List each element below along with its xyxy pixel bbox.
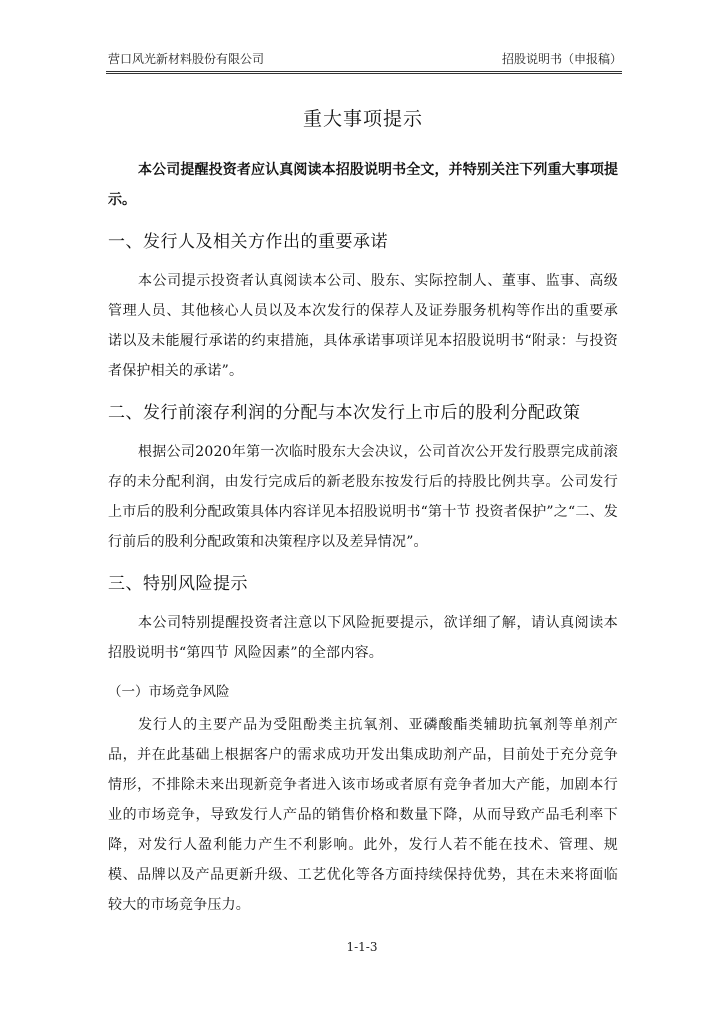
lead-notice: 本公司提醒投资者应认真阅读本招股说明书全文，并特别关注下列重大事项提示。: [108, 162, 618, 208]
section-heading-risk-notice: 三、特别风险提示: [108, 574, 248, 594]
section-paragraph-commitments: 本公司提示投资者认真阅读本公司、股东、实际控制人、董事、监事、高级管理人员、其他核心人员以及本次发行的保荐人及证券服务机构等作出的重要承诺以及未能履行承诺的约束措施，具体承诺事项详见本招股说明书“附录：与投资者保护相关的承诺”。: [108, 273, 618, 379]
section-paragraph-risk-notice: 本公司特别提醒投资者注意以下风险扼要提示，欲详细了解，请认真阅读本招股说明书“第四节 风险因素”的全部内容。: [108, 615, 618, 661]
header-document-type: 招股说明书（申报稿）: [501, 52, 622, 66]
header-company-name: 营口风光新材料股份有限公司: [108, 52, 265, 66]
section-heading-dividend-policy: 二、发行前滚存利润的分配与本次发行上市后的股利分配政策: [108, 403, 581, 423]
header-divider: [106, 71, 622, 74]
section-heading-commitments: 一、发行人及相关方作出的重要承诺: [108, 232, 388, 252]
subsection-paragraph-market-competition: 发行人的主要产品为受阻酚类主抗氧剂、亚磷酸酯类辅助抗氧剂等单剂产品，并在此基础上根据客户的需求成功开发出集成助剂产品，目前处于充分竞争情形，不排除未来出现新竞争者进入该市场或者原有竞争者加大产能，加剧本行业的市场竞争，导致发行人产品的销售价格和数量下降，从而导致产品毛利率下降，对发行人盈利能力产生不利影响。此外，发行人若不能在技术、管理、规模、品牌以及产品更新升级、工艺优化等各方面持续保持优势，其在未来将面临较大的市场竞争压力。: [108, 717, 618, 913]
section-paragraph-dividend-policy: 根据公司2020年第一次临时股东大会决议，公司首次公开发行股票完成前滚存的未分配利润，由发行完成后的新老股东按发行后的持股比例共享。公司发行上市后的股利分配政策具体内容详见本招股说明书“第十节 投资者保护”之“二、发行前后的股利分配政策和决策程序以及差异情况”。: [108, 444, 618, 550]
page-title: 重大事项提示: [302, 108, 423, 130]
page-content: [108, 100, 618, 932]
page-header: [108, 50, 622, 70]
subsection-heading-market-competition: （一）市场竞争风险: [108, 684, 230, 700]
page-number: 1-1-3: [346, 940, 378, 954]
